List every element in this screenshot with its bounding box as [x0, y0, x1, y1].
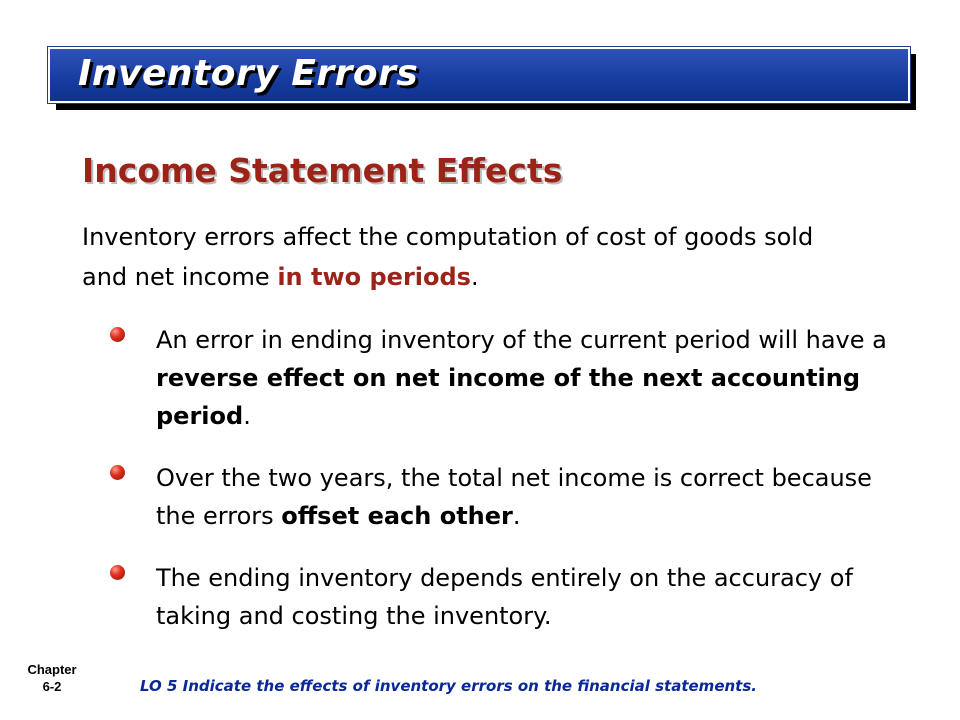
slide-title: Inventory Errors: [78, 53, 419, 94]
bullet-text-end: .: [243, 402, 251, 430]
bullet-text: [156, 559, 896, 635]
chapter-number: 6-2: [42, 679, 62, 694]
chapter-label: [18, 661, 86, 695]
bullet-dot-icon: [110, 465, 125, 480]
bullet-item-2: [110, 459, 870, 535]
bullet-item-1: [110, 321, 887, 435]
bullet-text: [156, 321, 896, 435]
learning-objective: LO 5 Indicate the effects of inventory errors on the financial statements.: [140, 677, 757, 695]
bullet-emphasis: reverse effect on net income of the next accounting period: [156, 364, 861, 430]
bullet-item-3: [110, 559, 870, 635]
intro-text-end: .: [470, 263, 479, 291]
bullet-text: [156, 459, 896, 535]
bullet-dot-icon: [110, 327, 125, 342]
intro-emphasis: in two periods: [277, 263, 471, 291]
intro-text: Inventory errors affect the computation of cost of goods sold and net income: [82, 223, 814, 291]
chapter-word: Chapter: [27, 662, 77, 677]
slide-subtitle: Income Statement Effects: [82, 151, 563, 190]
bullet-emphasis: offset each other: [281, 502, 513, 530]
intro-paragraph: [82, 217, 862, 297]
bullet-text-start: Over the two years, the total net income is correct because the errors: [156, 464, 872, 530]
bullet-text-start: The ending inventory depends entirely on the accuracy of taking and costing the inventory.: [156, 564, 853, 630]
bullet-text-end: .: [512, 502, 521, 530]
bullet-dot-icon: [110, 565, 125, 580]
bullet-text-start: An error in ending inventory of the current period will have a: [156, 326, 887, 354]
